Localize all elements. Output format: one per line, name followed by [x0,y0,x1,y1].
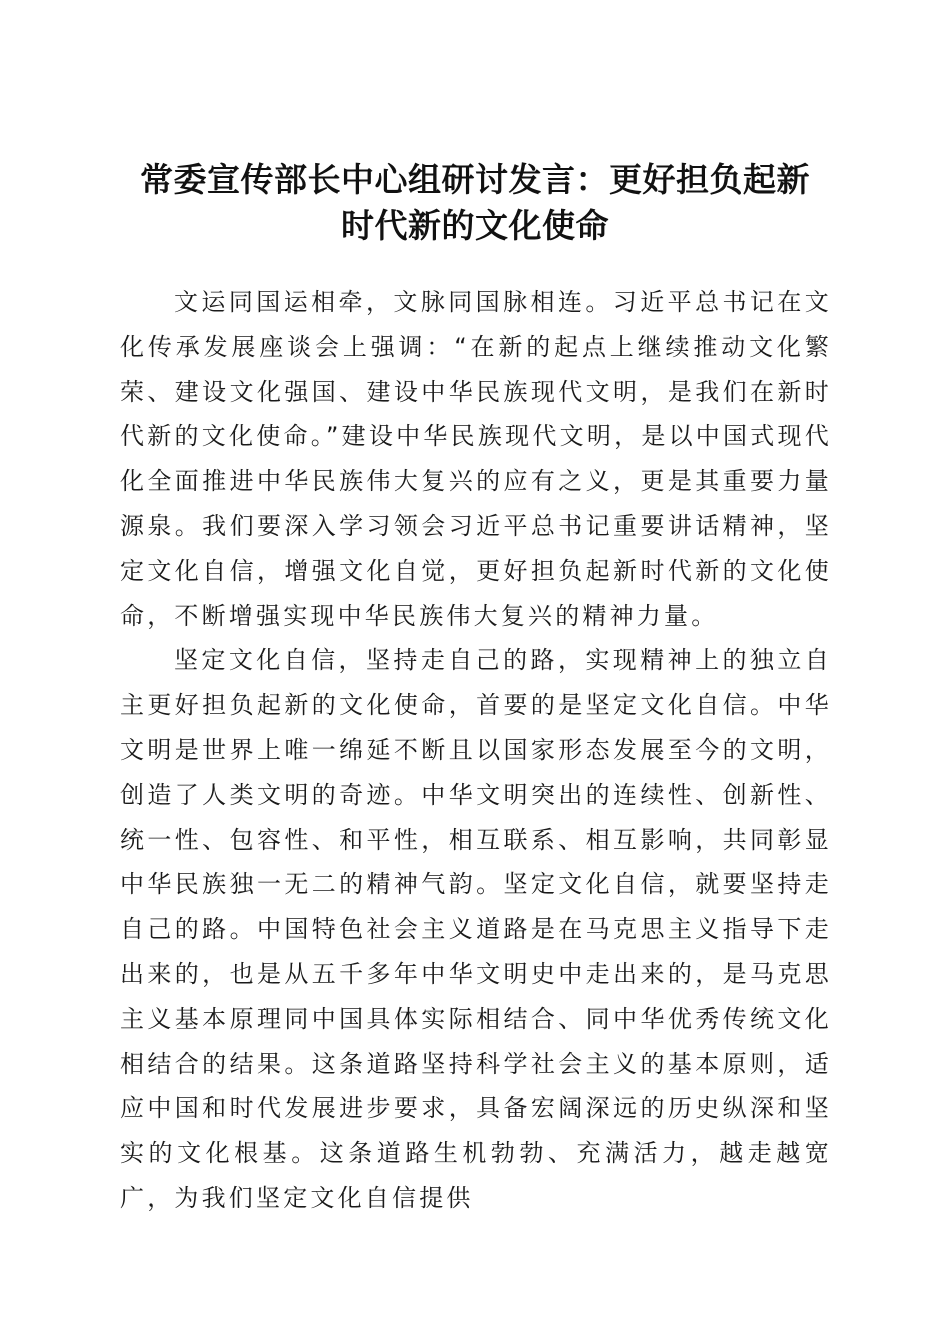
paragraph-1: 文运同国运相牵，文脉同国脉相连。习近平总书记在文化传承发展座谈会上强调：“在新的起点上继续推动文化繁荣、建设文化强国、建设中华民族现代文明，是我们在新时代新的文化使命。”建设中华民族现代文明，是以中国式现代化全面推进中华民族伟大复兴的应有之义，更是其重要力量源泉。我们要深入学习领会习近平总书记重要讲话精神，坚定文化自信，增强文化自觉，更好担负起新时代新的文化使命，不断增强实现中华民族伟大复兴的精神力量。 [120,288,832,630]
document-title [110,157,840,249]
paragraph-2: 坚定文化自信，坚持走自己的路，实现精神上的独立自主更好担负起新的文化使命，首要的是坚定文化自信。中华文明是世界上唯一绵延不断且以国家形态发展至今的文明，创造了人类文明的奇迹。中华文明突出的连续性、创新性、统一性、包容性、和平性，相互联系、相互影响，共同彰显中华民族独一无二的精神气韵。坚定文化自信，就要坚持走自己的路。中国特色社会主义道路是在马克思主义指导下走出来的，也是从五千多年中华文明史中走出来的，是马克思主义基本原理同中国具体实际相结合、同中华优秀传统文化相结合的结果。这条道路坚持科学社会主义的基本原则，适应中国和时代发展进步要求，具备宏阔深远的历史纵深和坚实的文化根基。这条道路生机勃勃、充满活力，越走越宽广，为我们坚定文化自信提供 [120,646,832,1212]
title-line-2: 时代新的文化使命 [341,206,609,246]
title-line-1: 常委宣传部长中心组研讨发言：更好担负起新 [140,160,810,200]
document-body [120,280,832,1221]
